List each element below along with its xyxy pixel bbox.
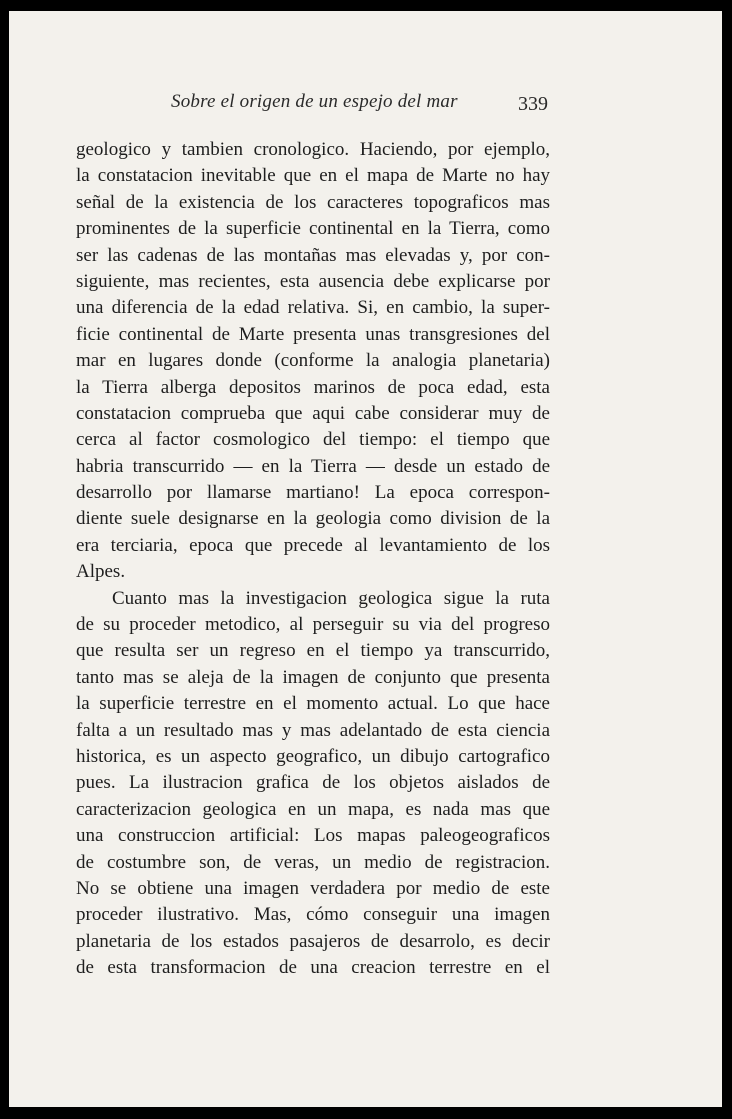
text-line: de costumbre son, de veras, un medio de registracion. xyxy=(76,851,550,873)
text-line: prominentes de la superficie continental en la Tierra, como xyxy=(76,218,550,240)
text-line: mar en lugares donde (conforme la analogia planetaria) xyxy=(76,350,550,372)
text-line: geologico y tambien cronologico. Haciendo, por ejemplo, xyxy=(76,139,550,160)
text-line: falta a un resultado mas y mas adelantado de esta ciencia xyxy=(76,719,550,741)
text-line: caracterizacion geologica en un mapa, es nada mas que xyxy=(76,798,550,820)
body-text xyxy=(76,137,550,982)
running-title: Sobre el origen de un espejo del mar xyxy=(171,91,458,112)
text-line: siguiente, mas recientes, esta ausencia debe explicarse por xyxy=(76,270,550,292)
text-line: cerca al factor cosmologico del tiempo: el tiempo que xyxy=(76,429,550,451)
text-line: ser las cadenas de las montañas mas elevadas y, por con- xyxy=(76,244,550,266)
text-line: la superficie terrestre en el momento actual. Lo que hace xyxy=(76,693,550,715)
text-line: No se obtiene una imagen verdadera por medio de este xyxy=(76,877,550,899)
text-line: desarrollo por llamarse martiano! La epoca correspon- xyxy=(76,482,550,504)
text-line: una construccion artificial: Los mapas paleogeograficos xyxy=(76,825,550,847)
page-number: 339 xyxy=(518,93,548,115)
text-line: habria transcurrido — en la Tierra — desde un estado de xyxy=(76,455,550,477)
text-line: de su proceder metodico, al perseguir su via del progreso xyxy=(76,614,550,636)
text-line: planetaria de los estados pasajeros de desarrolo, es decir xyxy=(76,930,550,952)
text-line: era terciaria, epoca que precede al levantamiento de los xyxy=(76,534,550,556)
text-line: la constatacion inevitable que en el mapa de Marte no hay xyxy=(76,165,550,187)
page-header xyxy=(9,89,722,129)
text-line: la Tierra alberga depositos marinos de poca edad, esta xyxy=(76,376,550,398)
text-line: tanto mas se aleja de la imagen de conjunto que presenta xyxy=(76,666,550,688)
text-line: una diferencia de la edad relativa. Si, en cambio, la super- xyxy=(76,297,550,319)
text-line: constatacion comprueba que aqui cabe considerar muy de xyxy=(76,402,550,424)
text-line: pues. La ilustracion grafica de los objetos aislados de xyxy=(76,772,550,794)
text-line: proceder ilustrativo. Mas, cómo conseguir una imagen xyxy=(76,904,550,926)
text-line: ficie continental de Marte presenta unas transgresiones del xyxy=(76,323,550,345)
paragraph-end-line: Alpes. xyxy=(76,561,126,583)
book-page xyxy=(9,11,722,1107)
text-line: señal de la existencia de los caracteres topograficos mas xyxy=(76,191,550,213)
text-line: de esta transformacion de una creacion terrestre en el xyxy=(76,957,550,979)
text-line: historica, es un aspecto geografico, un dibujo cartografico xyxy=(76,745,550,767)
paragraph-first-line: Cuanto mas la investigacion geologica sigue la ruta xyxy=(112,587,550,609)
text-line: que resulta ser un regreso en el tiempo ya transcurrido, xyxy=(76,640,550,662)
text-line: diente suele designarse en la geologia como division de la xyxy=(76,508,550,530)
